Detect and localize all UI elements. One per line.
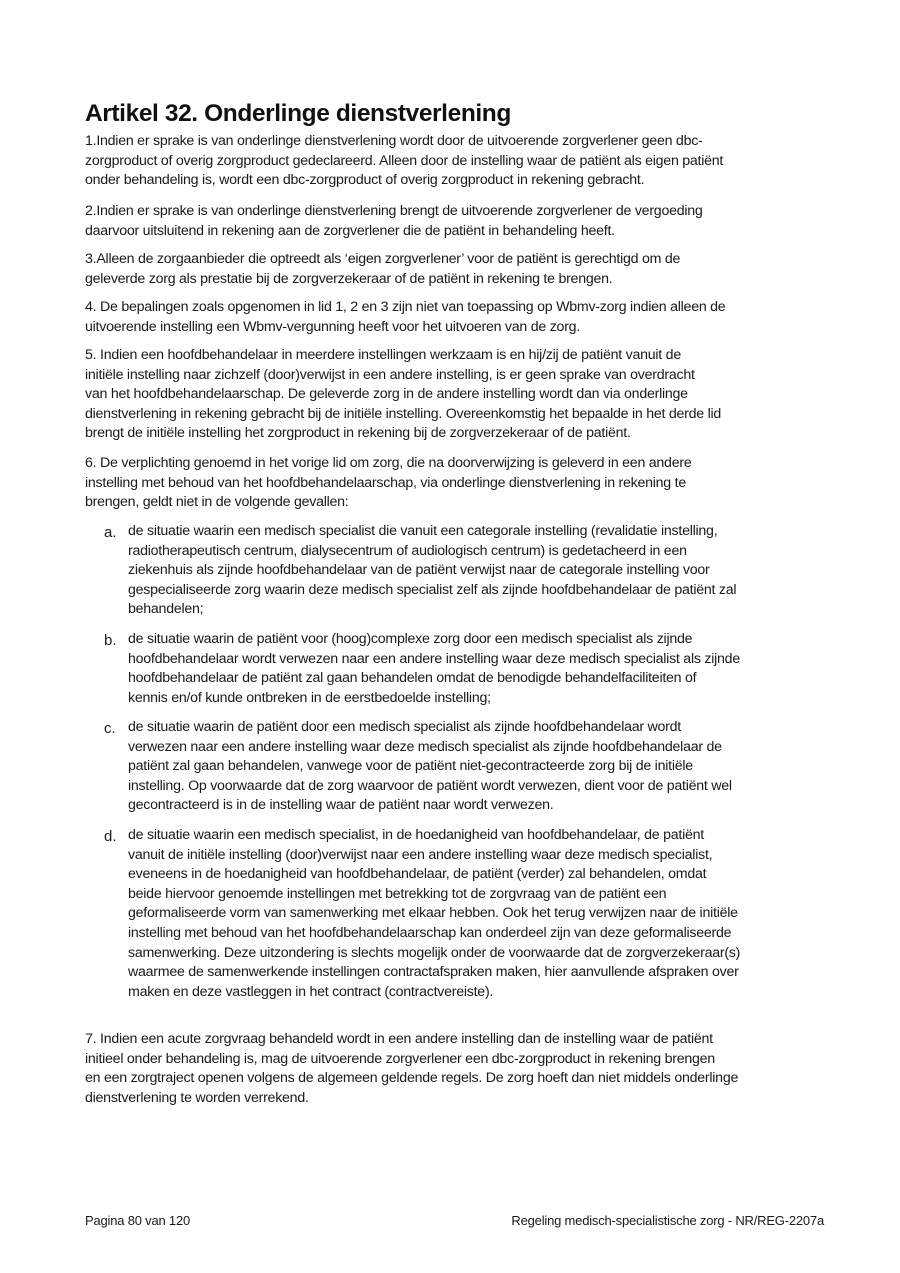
paragraph-line: 4. De bepalingen zoals opgenomen in lid 1, 2 en 3 zijn niet van toepassing op Wbmv-zorg indien alleen de xyxy=(85,299,726,315)
article-title: Artikel 32. Onderlinge dienstverlening xyxy=(85,100,511,128)
sub-item-line: gecontracteerd is in de instelling waar de patiënt naar wordt verwezen. xyxy=(128,797,554,814)
paragraph-line: daarvoor uitsluitend in rekening aan de zorgverlener die de patiënt in behandeling heeft. xyxy=(85,222,615,239)
list-marker: c. xyxy=(104,720,116,737)
paragraph-line: 2.Indien er sprake is van onderlinge dienstverlening brengt de uitvoerende zorgverlener de vergoeding xyxy=(85,203,703,219)
sub-item-line: gespecialiseerde zorg waarin deze medisch specialist zelf als zijnde hoofdbehandelaar de patiënt zal xyxy=(128,581,737,598)
sub-item-line: samenwerking. Deze uitzondering is slechts mogelijk onder de voorwaarde dat de zorgverzekeraar(s) xyxy=(128,944,741,961)
sub-item-line: kennis en/of kunde ontbreken in de eerstbedoelde instelling; xyxy=(128,689,491,706)
sub-item-line: hoofdbehandelaar de patiënt zal gaan behandelen omdat de benodigde behandelfaciliteiten of xyxy=(128,670,697,687)
sub-item-line: ziekenhuis als zijnde hoofdbehandelaar van de patiënt verwijst naar de categorale instelling voor xyxy=(128,562,710,579)
paragraph-line: dienstverlening in rekening gebracht bij de initiële instelling. Overeenkomstig het bepaalde in het derde lid xyxy=(85,405,722,422)
paragraph-line: 5. Indien een hoofdbehandelaar in meerdere instellingen werkzaam is en hij/zij de patiënt vanuit de xyxy=(85,347,681,363)
sub-item-line: de situatie waarin een medisch specialist die vanuit een categorale instelling (revalidatie instelling, xyxy=(128,523,718,539)
paragraph-line: 7. Indien een acute zorgvraag behandeld wordt in een andere instelling dan de instelling waar de patiënt xyxy=(85,1031,713,1047)
paragraph-3 xyxy=(85,250,825,289)
paragraph-2 xyxy=(85,202,825,241)
sub-item-line: behandelen; xyxy=(128,601,204,618)
sub-item-line: verwezen naar een andere instelling waar deze medisch specialist als zijnde hoofdbehandelaar de xyxy=(128,738,722,755)
sub-item-line: de situatie waarin de patiënt door een medisch specialist als zijnde hoofdbehandelaar wordt xyxy=(128,719,681,735)
sub-item-line: maken en deze vastleggen in het contract (contractvereiste). xyxy=(128,983,494,1000)
sub-item-line: beide hiervoor genoemde instellingen met betrekking tot de zorgvraag van de patiënt een xyxy=(128,885,667,902)
document-reference: Regeling medisch-specialistische zorg - NR/REG-2207a xyxy=(511,1213,824,1228)
paragraph-line: onder behandeling is, wordt een dbc-zorgproduct of overig zorgproduct in rekening gebracht. xyxy=(85,172,645,189)
paragraph-line: 3.Alleen de zorgaanbieder die optreedt als ‘eigen zorgverlener’ voor de patiënt is gerechtigd om de xyxy=(85,251,681,267)
paragraph-line: geleverde zorg als prestatie bij de zorgverzekeraar of de patiënt in rekening te brengen. xyxy=(85,270,613,287)
sub-item-line: patiënt zal gaan behandelen, vanwege voor de patiënt niet-gecontracteerde zorg bij de initiële xyxy=(128,758,693,775)
list-marker: b. xyxy=(104,632,117,649)
paragraph-line: 6. De verplichting genoemd in het vorige lid om zorg, die na doorverwijzing is geleverd in een andere xyxy=(85,455,692,471)
paragraph-line: uitvoerende instelling een Wbmv-vergunning heeft voor het uitvoeren van de zorg. xyxy=(85,318,580,335)
paragraph-line: initieel onder behandeling is, mag de uitvoerende zorgverlener een dbc-zorgproduct in rekening brengen xyxy=(85,1050,715,1067)
paragraph-line: instelling met behoud van het hoofdbehandelaarschap, via onderlinge dienstverlening in rekening te xyxy=(85,474,686,491)
paragraph-line: 1.Indien er sprake is van onderlinge dienstverlening wordt door de uitvoerende zorgverlener geen dbc- xyxy=(85,133,703,149)
sub-item-line: eveneens in de hoedanigheid van hoofdbehandelaar, de patiënt (verder) zal behandelen, omdat xyxy=(128,866,707,883)
paragraph-line: en een zorgtraject openen volgens de algemeen geldende regels. De zorg hoeft dan niet middels onderlinge xyxy=(85,1070,739,1087)
paragraph-line: initiële instelling naar zichzelf (door)verwijst in een andere instelling, is er geen sprake van overdracht xyxy=(85,366,695,383)
sub-item-line: instelling met behoud van het hoofdbehandelaarschap kan onderdeel zijn van deze geformaliseerde xyxy=(128,924,732,941)
paragraph-line: brengen, geldt niet in de volgende gevallen: xyxy=(85,494,349,511)
paragraph-line: van het hoofdbehandelaarschap. De geleverde zorg in de andere instelling wordt dan via onderlinge xyxy=(85,386,688,403)
paragraph-line: zorgproduct of overig zorgproduct gedeclareerd. Alleen door de instelling waar de patiënt als eigen patiënt xyxy=(85,152,724,169)
sub-item-line: hoofdbehandelaar wordt verwezen naar een andere instelling waar deze medisch specialist als zijnde xyxy=(128,650,740,667)
paragraph-6 xyxy=(85,454,825,513)
sub-item-line: de situatie waarin de patiënt voor (hoog)complexe zorg door een medisch specialist als zijnde xyxy=(128,631,693,647)
page-number: Pagina 80 van 120 xyxy=(85,1213,191,1228)
sub-item-line: instelling. Op voorwaarde dat de zorg waarvoor de patiënt wordt verwezen, dient voor de patiënt wel xyxy=(128,777,732,794)
sub-item-line: vanuit de initiële instelling (door)verwijst naar een andere instelling waar deze medisch specialist, xyxy=(128,846,713,863)
list-marker: a. xyxy=(104,524,117,541)
paragraph-7 xyxy=(85,1030,825,1108)
paragraph-line: brengt de initiële instelling het zorgproduct in rekening bij de zorgverzekeraar of de patiënt. xyxy=(85,425,631,442)
list-marker: d. xyxy=(104,828,117,845)
sub-item-line: geformaliseerde vorm van samenwerking met elkaar hebben. Ook het terug verwijzen naar de initiële xyxy=(128,905,738,922)
paragraph-5 xyxy=(85,346,825,444)
paragraph-1 xyxy=(85,132,825,191)
sub-item-line: radiotherapeutisch centrum, dialysecentrum of audiologisch centrum) is gedetacheerd in een xyxy=(128,542,687,559)
paragraph-line: dienstverlening te worden verrekend. xyxy=(85,1089,309,1106)
sub-item-line: de situatie waarin een medisch specialist, in de hoedanigheid van hoofdbehandelaar, de patiënt xyxy=(128,827,704,843)
sub-item-line: waarmee de samenwerkende instellingen contractafspraken maken, hier aanvullende afspraken over xyxy=(128,964,739,981)
paragraph-4 xyxy=(85,298,825,337)
